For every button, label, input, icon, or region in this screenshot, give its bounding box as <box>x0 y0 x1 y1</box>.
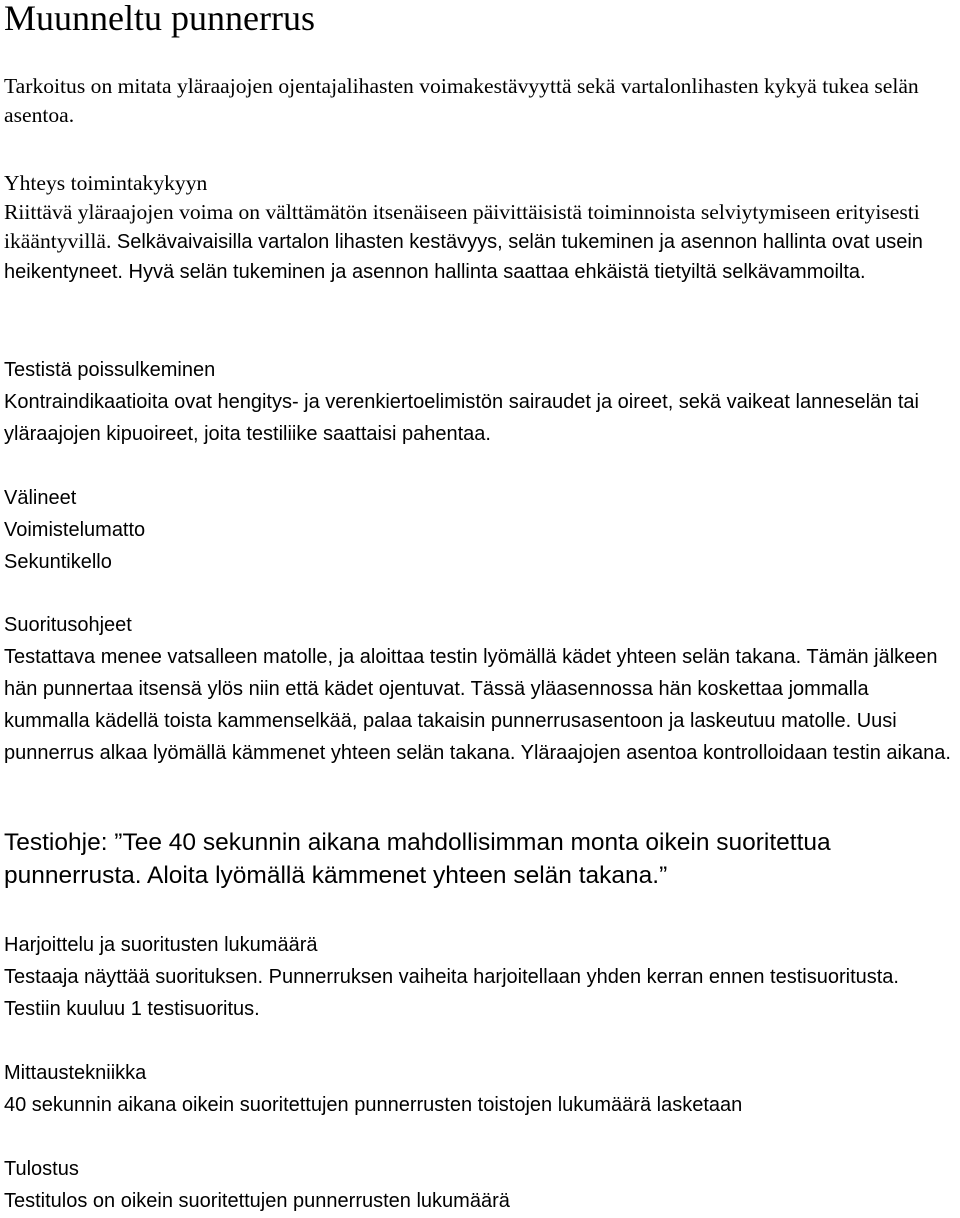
function-link-text-serif: Riittävä yläraajojen voima on välttämätön itsenäiseen päivittäisistä toiminnoista selviytymiseen erityisesti ikääntyvillä. <box>4 200 920 253</box>
measurement-text: 40 sekunnin aikana oikein suoritettujen punnerrusten toistojen lukumäärä lasketaan <box>4 1094 743 1116</box>
function-link-heading: Yhteys toimintakykyyn <box>4 171 208 195</box>
practice-text: Testaaja näyttää suorituksen. Punnerruksen vaiheita harjoitellaan yhden kerran ennen testisuoritusta. Testiin kuuluu 1 testisuoritus. <box>4 966 899 1020</box>
equipment-item: Sekuntikello <box>4 551 112 573</box>
measurement-heading: Mittaustekniikka <box>4 1062 147 1084</box>
page-title: Muunneltu punnerrus <box>4 0 315 38</box>
exclusion-text: Kontraindikaatioita ovat hengitys- ja verenkiertoelimistön sairaudet ja oireet, sekä vaikeat lanneselän tai yläraajojen kipuoireet, joita testiliike saattaisi pahentaa. <box>4 391 919 445</box>
test-instruction-section <box>4 826 958 892</box>
instructions-text: Testattava menee vatsalleen matolle, ja aloittaa testin lyömällä kädet yhteen selän takana. Tämän jälkeen hän punnertaa itsensä ylös niin että kädet ojentuvat. Tässä yläasennossa hän koskettaa jommalla kummalla kädellä toista kammenselkää, palaa takaisin punnerrusasentoon ja laskeutuu matolle. Uusi punnerrus alkaa lyömällä kämmenet yhteen selän takana. Yläraajojen asentoa kontrolloidaan testin aikana. <box>4 646 951 764</box>
function-link-text-sans: Selkävaivaisilla vartalon lihasten kestävyys, selän tukeminen ja asennon hallinta ovat usein heikentyneet. Hyvä selän tukeminen ja asennon hallinta saattaa ehkäistä tietyiltä selkävammoilta. <box>4 231 923 283</box>
result-section <box>4 1153 958 1217</box>
purpose-text: Tarkoitus on mitata yläraajojen ojentajalihasten voimakestävyyttä sekä vartalonlihasten kykyä tukea selän asentoa. <box>4 74 919 127</box>
function-link-section <box>4 169 958 287</box>
result-text: Testitulos on oikein suoritettujen punnerrusten lukumäärä <box>4 1190 510 1212</box>
instructions-heading: Suoritusohjeet <box>4 614 132 636</box>
exclusion-section <box>4 354 958 450</box>
equipment-item: Voimistelumatto <box>4 519 146 541</box>
practice-section <box>4 929 958 1025</box>
exclusion-heading: Testistä poissulkeminen <box>4 359 216 381</box>
practice-heading: Harjoittelu ja suoritusten lukumäärä <box>4 934 318 956</box>
instructions-section <box>4 609 958 769</box>
equipment-section <box>4 482 958 578</box>
test-instruction-text: Testiohje: ”Tee 40 sekunnin aikana mahdollisimman monta oikein suoritettua punnerrusta. Aloita lyömällä kämmenet yhteen selän takana.” <box>4 829 831 889</box>
result-heading: Tulostus <box>4 1158 79 1180</box>
purpose-section <box>4 72 958 130</box>
equipment-heading: Välineet <box>4 487 77 509</box>
function-link-text <box>4 198 958 287</box>
measurement-section <box>4 1057 958 1121</box>
